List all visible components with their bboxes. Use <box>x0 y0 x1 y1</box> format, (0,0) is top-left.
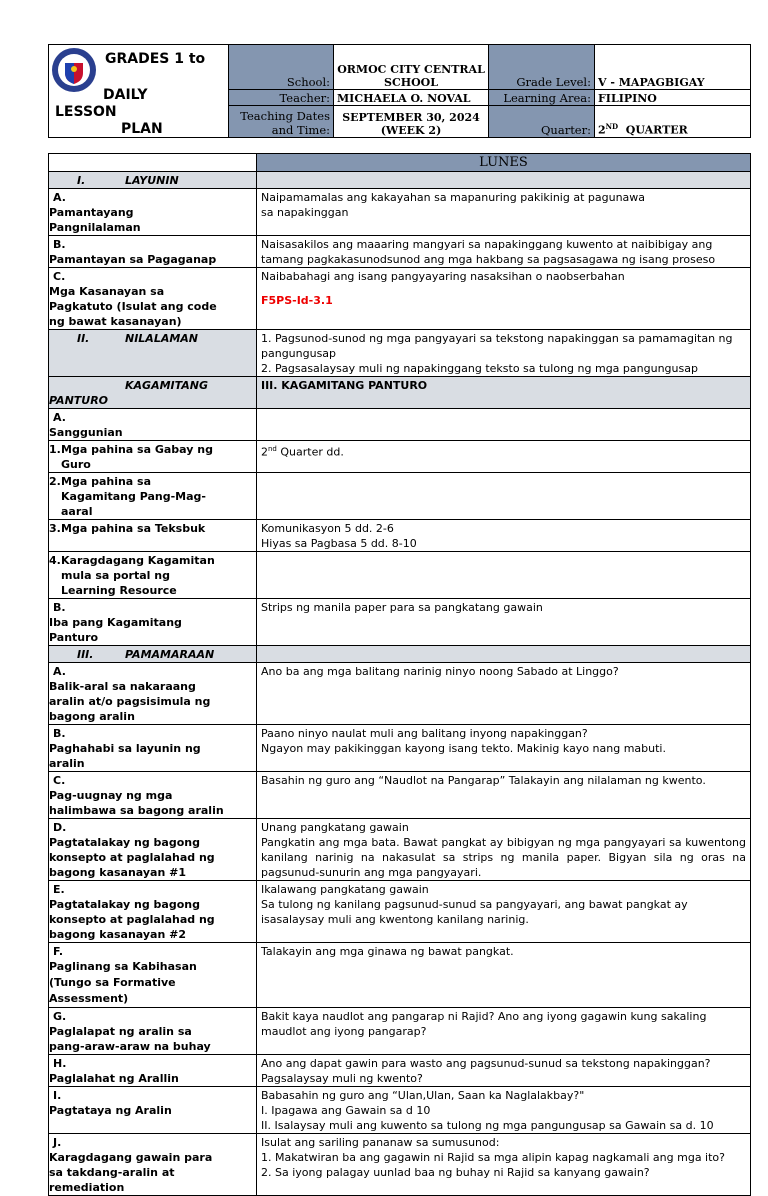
row-s1-value: 2nd Quarter dd. <box>257 441 751 473</box>
row-iba-value: Strips ng manila paper para sa pangkatang gawain <box>257 599 751 646</box>
row-pg-label: G.Paglalapat ng aralin sa pang-araw-araw na buhay <box>49 1008 257 1055</box>
grade-label: Grade Level: <box>489 45 595 90</box>
teacher-label: Teacher: <box>229 90 334 105</box>
row-s4-label: 4.Karagdagang Kagamitan mula sa portal ng Learning Resource <box>49 552 257 599</box>
row-a-value: Naipamamalas ang kakayahan sa mapanuring pakikinig at pagunawa sa napakinggan <box>257 189 751 236</box>
row-c-value: Naibabahagi ang isang pangyayaring nasaksihan o naobserbahan F5PS-Id-3.1 <box>257 268 751 330</box>
row-iba-label: B.Iba pang Kagamitang Panturo <box>49 599 257 646</box>
header-table <box>48 44 751 138</box>
section-layunin: I. LAYUNIN <box>49 172 257 189</box>
lesson-table <box>48 153 751 1196</box>
row-c-label: C.Mga Kasanayan sa Pagkatuto (Isulat ang code ng bawat kasanayan) <box>49 268 257 330</box>
row-ph-value: Ano ang dapat gawin para wasto ang pagsunud-sunud sa tekstong napakinggan? Pagsalaysay muli ng kwento? <box>257 1055 751 1087</box>
dates-label: Teaching Dates and Time: <box>229 105 334 137</box>
row-ph-label: H.Paglalahat ng Arallin <box>49 1055 257 1087</box>
area-value: FILIPINO <box>595 90 751 105</box>
day-header: LUNES <box>257 154 751 172</box>
row-b-label: B.Pamantayan sa Pagaganap <box>49 236 257 268</box>
row-pj-label: J.Karagdagang gawain para sa takdang-aralin at remediation <box>49 1134 257 1196</box>
row-pd-label: D.Pagtatalakay ng bagong konsepto at paglalahad ng bagong kasanayan #1 <box>49 819 257 881</box>
row-s3-value: Komunikasyon 5 dd. 2-6 Hiyas sa Pagbasa 5 dd. 8-10 <box>257 520 751 552</box>
school-label: School: <box>229 45 334 90</box>
row-pa-value: Ano ba ang mga balitang narinig ninyo noong Sabado at Linggo? <box>257 663 751 725</box>
row-pc-label: C.Pag-uugnay ng mga halimbawa sa bagong aralin <box>49 772 257 819</box>
row-pe-value: Ikalawang pangkatang gawain Sa tulong ng kanilang pagsunud-sunud sa pangyayari, ang bawat pangkat ay isasalaysay muli ang kwentong kanilang narinig. <box>257 881 751 943</box>
row-pi-label: I.Pagtataya ng Aralin <box>49 1087 257 1134</box>
row-pi-value: Babasahin ng guro ang “Ulan,Ulan, Saan ka Naglalakbay?" I. Ipagawa ang Gawain sa d 10 II. Isalaysay muli ang kuwento sa tulong ng mga pangungusap sa Gawain sa d. 10 <box>257 1087 751 1134</box>
row-pb-label: B.Paghahabi sa layunin ng aralin <box>49 725 257 772</box>
row-b-value: Naisasakilos ang maaaring mangyari sa napakinggang kuwento at naibibigay ang tamang pagkakasunodsunod ang mga hakbang sa pagsasagawa ng isang proseso <box>257 236 751 268</box>
title-grades: GRADES 1 to <box>105 51 206 67</box>
row-pf-value: Talakayin ang mga ginawa ng bawat pangkat. <box>257 943 751 1008</box>
quarter-value: 2ND QUARTER <box>595 105 751 137</box>
teacher-value: MICHAELA O. NOVAL <box>334 90 489 105</box>
section-pamamaraan: III. PAMAMARAAN <box>49 646 257 663</box>
row-pd-value: Unang pangkatang gawain Pangkatin ang mga bata. Bawat pangkat ay bibigyan ng mga pangyayari sa kuwentong kanilang narinig na nakasulat sa strips ng manila paper. Bigyan sila ng oras na pagsunud-sunurin ang mga pangyayari. <box>257 819 751 881</box>
quarter-label: Quarter: <box>489 105 595 137</box>
row-pf-label: F.Paglinang sa Kabihasan (Tungo sa Formative Assessment) <box>49 943 257 1008</box>
kagamitan-value: III. KAGAMITANG PANTURO <box>257 377 751 409</box>
nilalaman-value: 1. Pagsunod-sunod ng mga pangyayari sa tekstong napakinggan sa pamamagitan ng pangungusap 2. Pagsasalaysay muli ng napakinggang teksto sa tulong ng mga pangungusap <box>257 330 751 377</box>
row-pa-label: A.Balik-aral sa nakaraang aralin at/o pagsisimula ng bagong aralin <box>49 663 257 725</box>
section-nilalaman: II. NILALAMAN <box>49 330 257 377</box>
row-s1-label: 1.Mga pahina sa Gabay ng Guro <box>49 441 257 473</box>
area-label: Learning Area: <box>489 90 595 105</box>
logo-title-cell <box>49 45 229 138</box>
row-pe-label: E.Pagtatalakay ng bagong konsepto at paglalahad ng bagong kasanayan #2 <box>49 881 257 943</box>
title-daily: DAILY <box>103 87 148 103</box>
title-plan: PLAN <box>121 121 163 137</box>
row-s2-label: 2.Mga pahina sa Kagamitang Pang-Mag-aaral <box>49 473 257 520</box>
row-pj-value: Isulat ang sariling pananaw sa sumusunod: 1. Makatwiran ba ang gagawin ni Rajid sa mga alipin kapag nagkamali ang mga ito? 2. Sa iyong palagay uunlad baa ng buhay ni Rajid sa kanyang gawain? <box>257 1134 751 1196</box>
school-value: ORMOC CITY CENTRAL SCHOOL <box>334 45 489 90</box>
row-pc-value: Basahin ng guro ang “Naudlot na Pangarap” Talakayin ang nilalaman ng kwento. <box>257 772 751 819</box>
section-kagamitan: KAGAMITANG PANTURO <box>49 377 257 409</box>
competency-code: F5PS-Id-3.1 <box>261 294 333 307</box>
title-lesson: LESSON <box>55 104 117 120</box>
row-pb-value: Paano ninyo naulat muli ang balitang inyong napakinggan? Ngayon may pakikinggan kayong isang tekto. Makinig kayo nang mabuti. <box>257 725 751 772</box>
row-pg-value: Bakit kaya naudlot ang pangarap ni Rajid? Ano ang iyong gagawin kung sakaling maudlot ang iyong pangarap? <box>257 1008 751 1055</box>
grade-value: V - MAPAGBIGAY <box>595 45 751 90</box>
dates-value: SEPTEMBER 30, 2024 (WEEK 2) <box>334 105 489 137</box>
row-sanggunian-label: A.Sanggunian <box>49 409 257 441</box>
row-s3-label: 3.Mga pahina sa Teksbuk <box>49 520 257 552</box>
row-a-label: A.Pamantayang Pangnilalaman <box>49 189 257 236</box>
